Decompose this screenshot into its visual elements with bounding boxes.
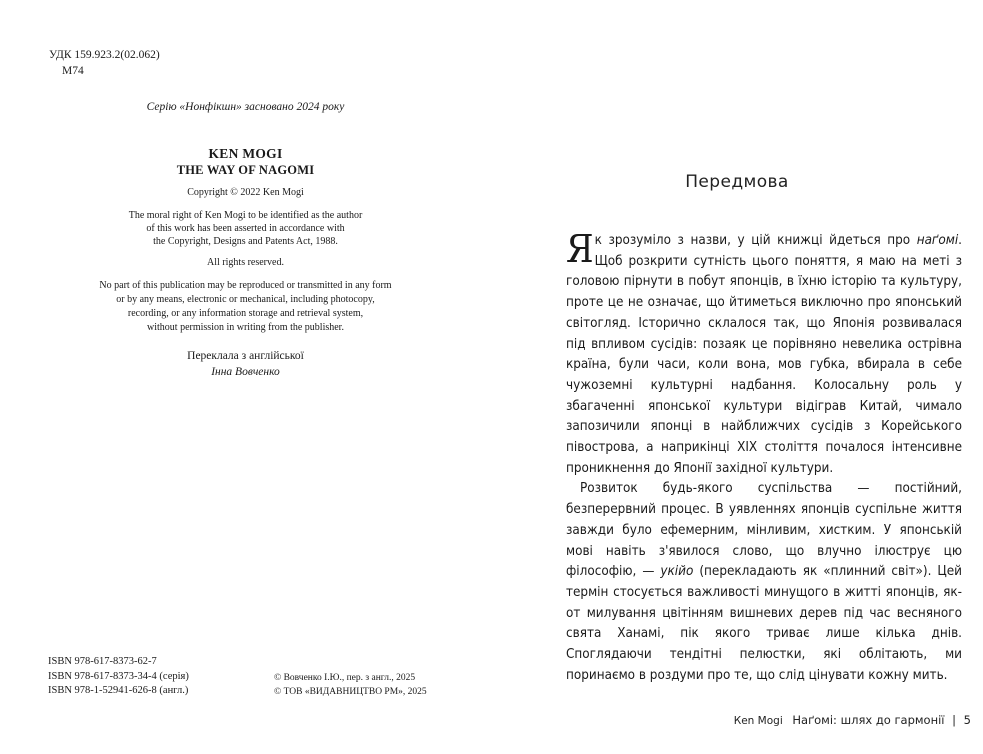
author-mark: М74 — [62, 65, 84, 77]
moral-right-line: the Copyright, Designs and Patents Act, 1988. — [153, 236, 338, 247]
publisher-copyright-line: © ТОВ «ВИДАВНИЦТВО РМ», 2025 — [274, 687, 427, 697]
isbn-line: ISBN 978-617-8373-34-4 (серія) — [48, 670, 189, 682]
moral-right-statement — [0, 209, 491, 248]
reproduction-line: without permission in writing from the publisher. — [147, 322, 344, 333]
series-note: Серію «Нонфікшн» засновано 2024 року — [146, 101, 345, 113]
reproduction-line: recording, or any information storage and retrieval system, — [127, 308, 364, 319]
footer-author: Кеn Mogi — [733, 715, 783, 727]
translation-copyright-line: © Вовченко І.Ю., пер. з англ., 2025 — [274, 673, 416, 683]
reproduction-line: or by any means, electronic or mechanical, including photocopy, — [116, 294, 375, 305]
translation-copyright — [274, 671, 427, 699]
original-author: KEN MOGI — [208, 146, 283, 161]
reproduction-notice — [0, 279, 491, 335]
page-number: 5 — [963, 713, 971, 727]
body-text — [566, 227, 962, 686]
footer-title: Наґомі: шлях до гармонії — [792, 713, 945, 727]
copyright-line: Copyright © 2022 Ken Mogi — [187, 187, 304, 198]
isbn-line: ISBN 978-617-8373-62-7 — [48, 656, 157, 667]
chapter-heading: Передмова — [685, 172, 789, 192]
isbn-line: ISBN 978-1-52941-626-8 (англ.) — [48, 685, 189, 696]
udk-block — [49, 47, 160, 79]
emphasis-term: наґомі — [916, 233, 959, 248]
translator-name: Інна Вовченко — [211, 366, 280, 378]
all-rights-reserved: All rights reserved. — [207, 257, 284, 268]
moral-right-line: The moral right of Ken Mogi to be identified as the author — [128, 210, 363, 221]
original-title: THE WAY OF NAGOMI — [176, 163, 315, 177]
paragraph-text: (перекладають як «плинний світ»). Цей термін стосується важливості минущого в житті японців, як-от милування цвітінням вишневих дерев під час весняного свята Ханамі, пік якого триває лише кілька днів. Споглядаючи тендітні пелюстки, які облітають, ми поринаємо в роздуми про те, що слід цінувати кожну мить. — [566, 564, 962, 683]
paragraph-text: к зрозуміло з назви, у цій книжці йдеться про — [594, 233, 917, 248]
paragraph-1 — [566, 227, 962, 479]
drop-cap: Я — [566, 227, 594, 271]
left-page — [0, 0, 491, 754]
paragraph-2 — [566, 479, 962, 686]
reproduction-line: No part of this publication may be reproduced or transmitted in any form — [99, 280, 392, 291]
paragraph-text: Розвиток будь-якого суспільства — постійний, безперервний процес. В уявленнях японців суспільне життя завжди було ефемерним, мінливим, хистким. У японській мові навіть з'явилося слово, що влучно ілюструє цю філософію, — — [566, 481, 962, 580]
translation-credit — [0, 348, 491, 380]
udk-code: УДК 159.923.2(02.062) — [49, 49, 160, 61]
footer-separator: | — [952, 713, 957, 727]
translated-by-label: Переклала з англійської — [187, 350, 304, 362]
running-footer — [734, 713, 971, 727]
moral-right-line: of this work has been asserted in accordance with — [146, 223, 345, 234]
paragraph-text: . Щоб розкрити сутність цього поняття, я маю на меті з головою пірнути в побут японців, в їхню історію та культуру, проте це не означає, що йтиметься виключно про японський світогляд. Історично склалося так, що Японія розвивалася під впливом сусідів: позаяк це порівняно невелика острівна країна, були часи, коли вона, мов губка, вбирала в себе чужоземні культурні надбання. Колосальну роль у збагаченні японської культури відіграв Китай, чимало запозичили японці в найближчих сусідів з Корейського півострова, а наприкінці XIX століття почалося інтенсивне проникнення до Японії західної культури. — [566, 233, 962, 476]
emphasis-term: укійо — [660, 564, 694, 580]
isbn-block — [48, 655, 189, 699]
